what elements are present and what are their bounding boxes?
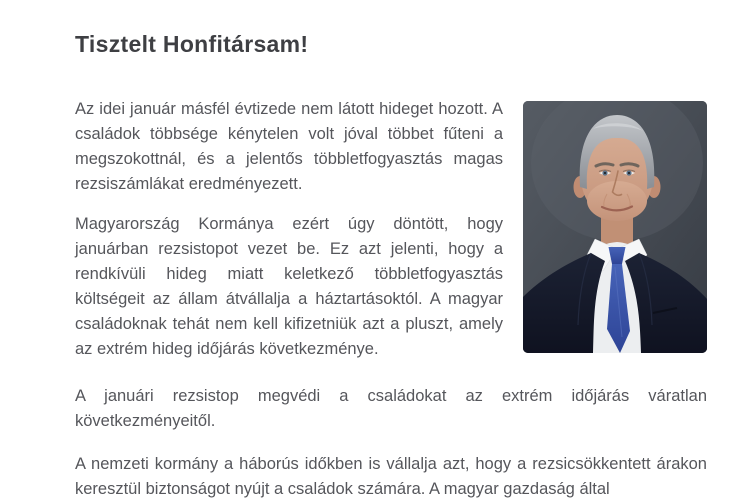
paragraph-4: A nemzeti kormány a háborús időkben is vállalja azt, hogy a rezsicsökkentett árakon keresztül biztonságot nyújt a családok számára. A magyar gazdaság által [75, 455, 707, 498]
page-title: Tisztelt Honfitársam! [75, 31, 309, 57]
portrait-photo [523, 101, 707, 353]
intro-section [75, 97, 707, 362]
paragraph-3: A januári rezsistop megvédi a családokat az extrém időjárás váratlan következményeitől. [75, 387, 707, 430]
paragraph-2: Magyarország Kormánya ezért úgy döntött, hogy januárban rezsistopot vezet be. Ez azt jelenti, hogy a rendkívüli hideg miatt keletkező többletfogyasztás költségeit az állam átvállalja a háztartásoktól. A magyar családoknak tehát nem kell kifizetniük azt a pluszt, amely az extrém hideg időjárás következménye. [75, 215, 503, 358]
paragraph-1: Az idei január másfél évtizede nem látott hideget hozott. A családok többsége kénytelen volt jóval többet fűteni a megszokottnál, és a jelentős többletfogyasztás magas rezsiszámlákat eredményezett. [75, 100, 503, 193]
portrait-illustration [523, 101, 707, 353]
intro-paragraphs [75, 97, 503, 362]
